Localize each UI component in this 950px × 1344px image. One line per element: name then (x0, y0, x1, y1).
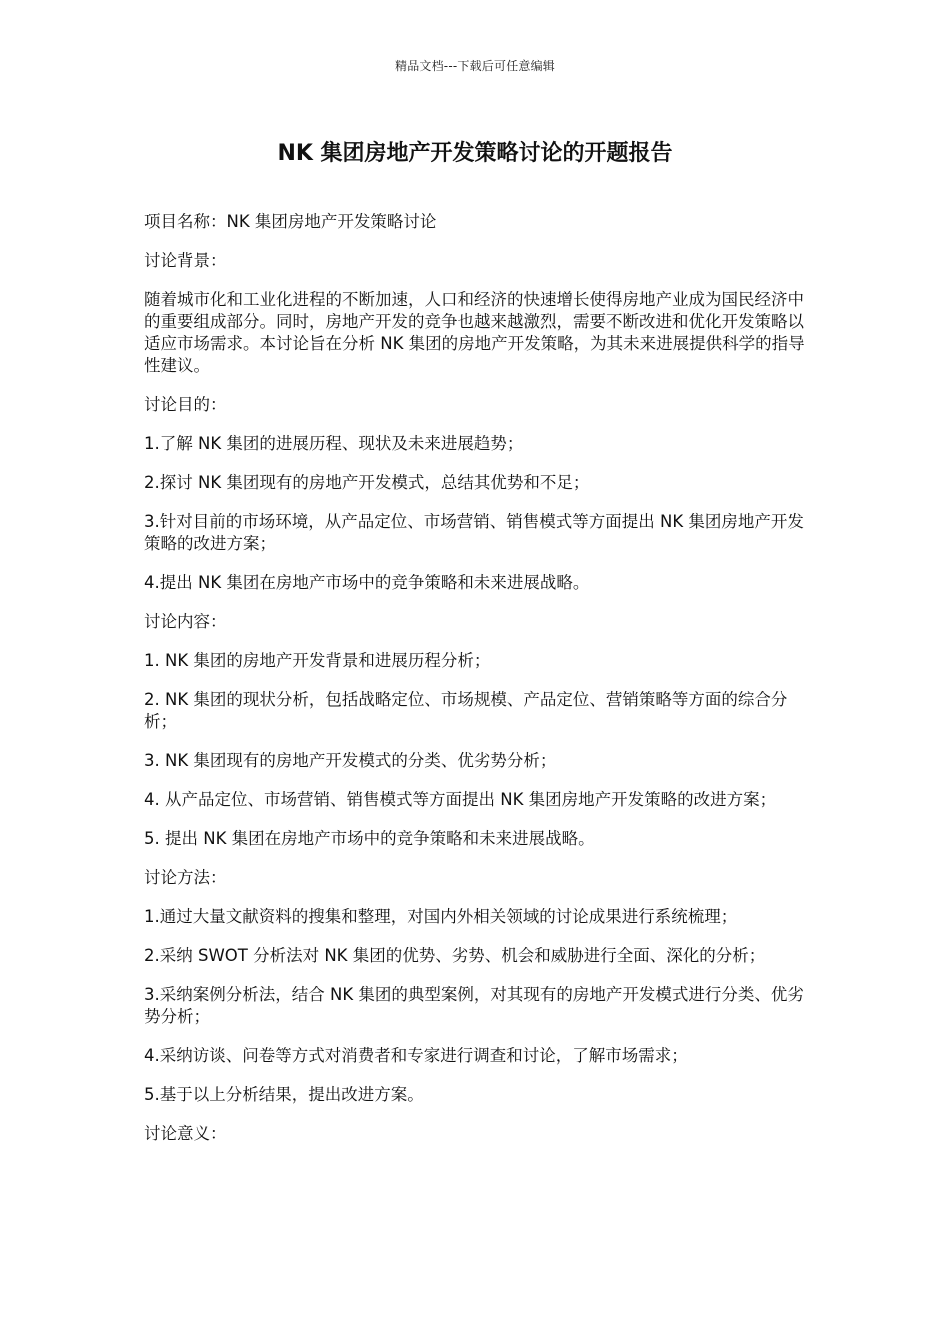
content-item-4: 4. 从产品定位、市场营销、销售模式等方面提出 NK 集团房地产开发策略的改进方案； (144, 790, 777, 809)
header-note: 精品文档---下载后可任意编辑 (395, 59, 555, 73)
document-title: NK 集团房地产开发策略讨论的开题报告 (277, 141, 673, 166)
method-item-3: 3.采纳案例分析法，结合 NK 集团的典型案例，对其现有的房地产开发模式进行分类、优劣势分析； (144, 985, 804, 1026)
method-item-4: 4.采纳访谈、问卷等方式对消费者和专家进行调查和讨论，了解市场需求； (144, 1046, 688, 1065)
purpose-item-2: 2.探讨 NK 集团现有的房地产开发模式，总结其优势和不足； (144, 473, 590, 492)
purpose-item-1: 1.了解 NK 集团的进展历程、现状及未来进展趋势； (144, 434, 524, 453)
section-heading-purpose: 讨论目的： (144, 395, 227, 414)
content-item-5: 5. 提出 NK 集团在房地产市场中的竞争策略和未来进展战略。 (144, 829, 595, 848)
purpose-item-3: 3.针对目前的市场环境，从产品定位、市场营销、销售模式等方面提出 NK 集团房地产开发策略的改进方案； (144, 512, 804, 553)
purpose-item-4: 4.提出 NK 集团在房地产市场中的竞争策略和未来进展战略。 (144, 573, 590, 592)
method-item-2: 2.采纳 SWOT 分析法对 NK 集团的优势、劣势、机会和威胁进行全面、深化的分析； (144, 946, 766, 965)
section-heading-method: 讨论方法： (144, 868, 227, 887)
document-body (144, 211, 812, 1162)
method-item-1: 1.通过大量文献资料的搜集和整理，对国内外相关领域的讨论成果进行系统梳理； (144, 907, 738, 926)
content-item-3: 3. NK 集团现有的房地产开发模式的分类、优劣势分析； (144, 751, 557, 770)
section-heading-background: 讨论背景： (144, 251, 227, 270)
section-heading-significance: 讨论意义： (144, 1124, 227, 1143)
background-paragraph: 随着城市化和工业化进程的不断加速，人口和经济的快速增长使得房地产业成为国民经济中的重要组成部分。同时，房地产开发的竞争也越来越激烈，需要不断改进和优化开发策略以适应市场需求。本讨论旨在分析 NK 集团的房地产开发策略，为其未来进展提供科学的指导性建议。 (144, 290, 805, 375)
content-item-1: 1. NK 集团的房地产开发背景和进展历程分析； (144, 651, 491, 670)
project-name: 项目名称：NK 集团房地产开发策略讨论 (144, 212, 437, 231)
content-item-2: 2. NK 集团的现状分析，包括战略定位、市场规模、产品定位、营销策略等方面的综合分析； (144, 690, 788, 731)
method-item-5: 5.基于以上分析结果，提出改进方案。 (144, 1085, 424, 1104)
section-heading-content: 讨论内容： (144, 612, 227, 631)
